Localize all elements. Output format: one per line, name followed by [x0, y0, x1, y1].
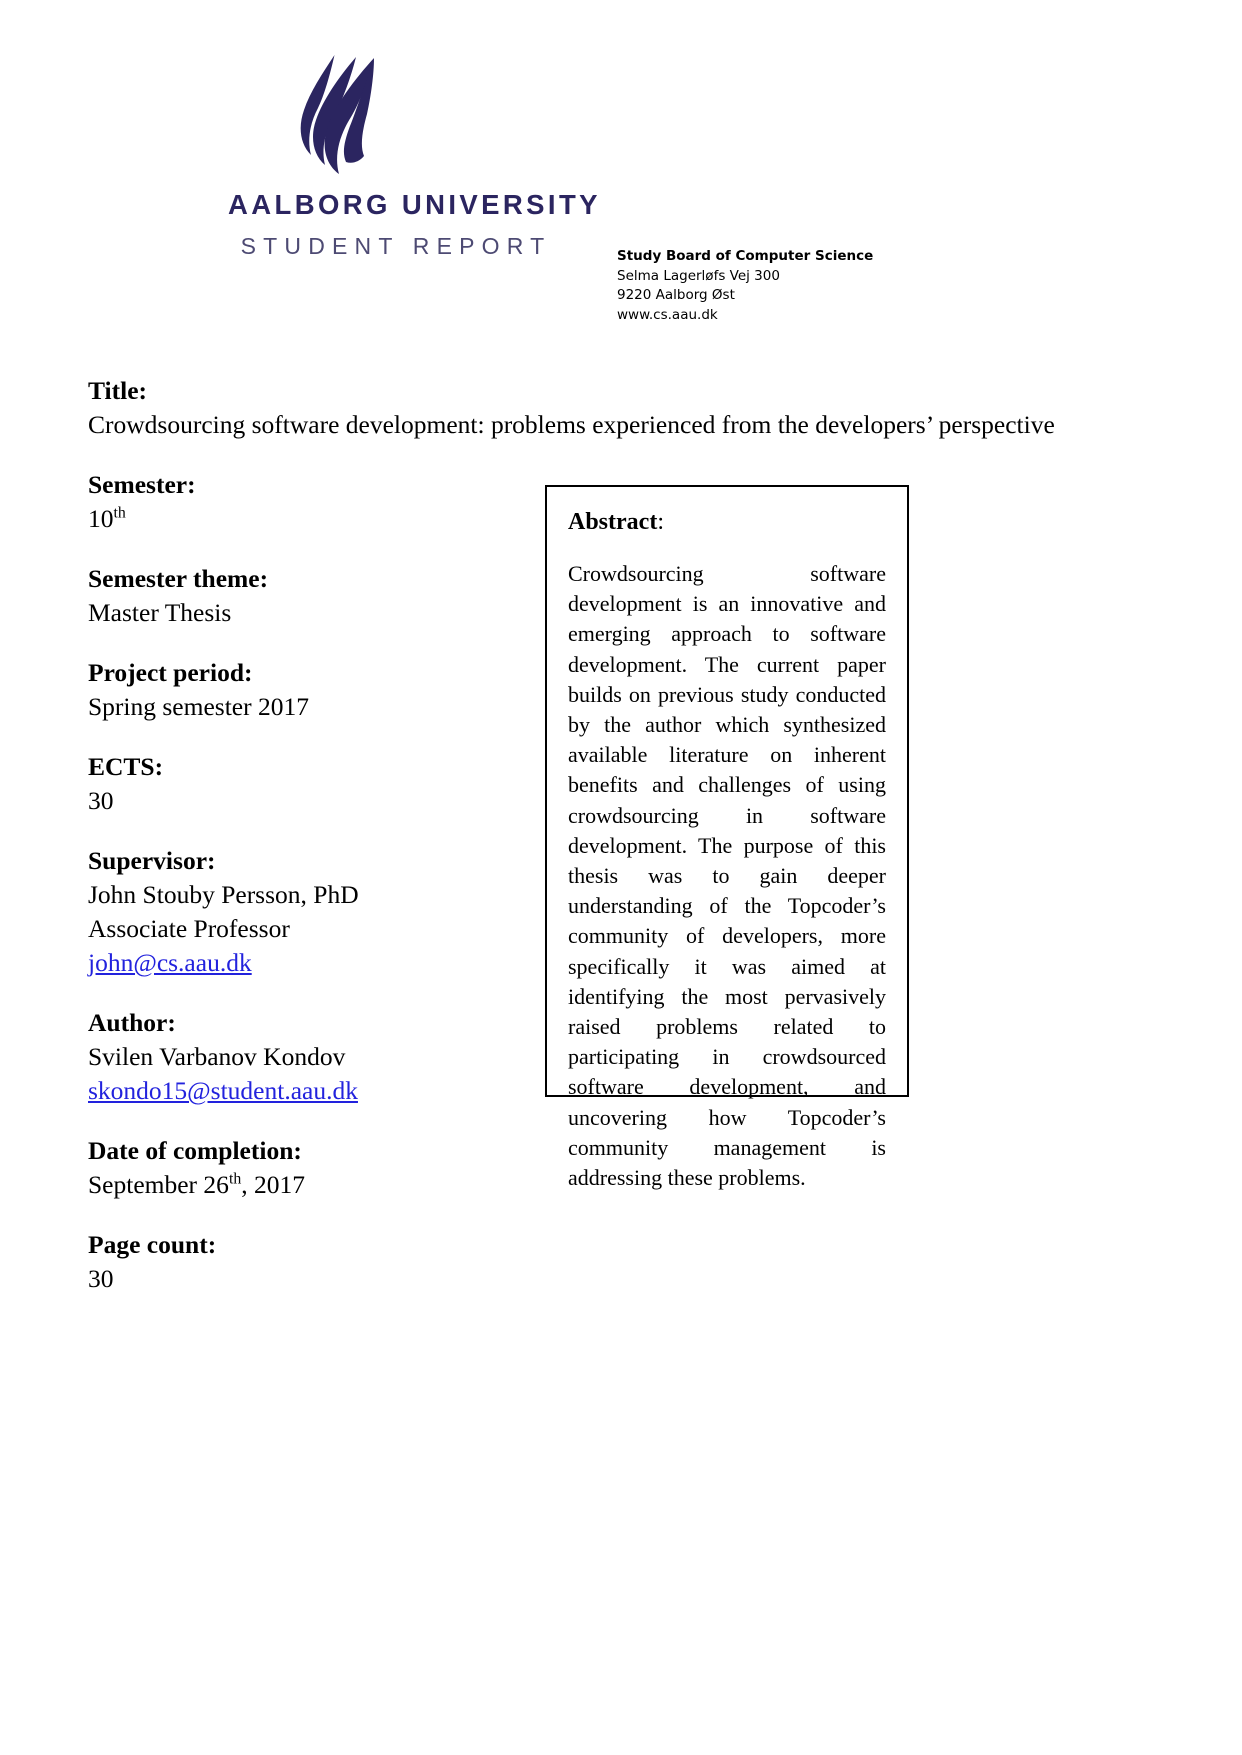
semester-number: 10	[88, 504, 114, 533]
date-ordinal: th	[228, 1170, 242, 1188]
date-label: Date of completion:	[88, 1136, 302, 1165]
field-supervisor	[88, 844, 518, 980]
logo-subwordmark: STUDENT REPORT	[240, 233, 552, 259]
field-project-period	[88, 656, 518, 724]
abstract-body: Crowdsourcing software development is an innovative and emerging approach to software development. The current paper builds on previous study conducted by the author which synthesized available literature on inherent benefits and challenges of using crowdsourcing in software development. The purpose of this thesis was to gain deeper understanding of the Topcoder’s community of developers, more specifically it was aimed at identifying the most pervasively raised problems related to participating in crowdsourced software development, and uncovering how Topcoder’s community management is addressing these problems.	[568, 561, 886, 1191]
ects-label: ECTS:	[88, 752, 164, 781]
university-logo-block	[228, 52, 601, 260]
abstract-box	[545, 485, 909, 1191]
ects-value: 30	[88, 786, 114, 815]
abstract-heading-text: Abstract	[568, 509, 658, 535]
aalborg-university-flame-logo-icon	[278, 52, 398, 177]
abstract-heading-colon: :	[657, 509, 664, 535]
title-label: Title:	[88, 376, 148, 405]
project-period-label: Project period:	[88, 658, 253, 687]
address-street: Selma Lagerløfs Vej 300	[617, 267, 780, 284]
page-count-value: 30	[88, 1264, 114, 1293]
semester-theme-value: Master Thesis	[88, 598, 232, 627]
supervisor-label: Supervisor:	[88, 846, 216, 875]
semester-ordinal: th	[113, 504, 126, 522]
date-prefix: September 26	[88, 1170, 229, 1199]
address-organization: Study Board of Computer Science	[617, 248, 874, 264]
semester-label: Semester:	[88, 470, 196, 499]
title-value: Crowdsourcing software development: problems experienced from the developers’ perspective	[88, 410, 1055, 439]
page-count-label: Page count:	[88, 1230, 217, 1259]
field-semester-theme	[88, 562, 518, 630]
field-author	[88, 1006, 518, 1108]
author-name: Svilen Varbanov Kondov	[88, 1042, 346, 1071]
field-date-of-completion	[88, 1134, 518, 1202]
field-ects	[88, 750, 518, 818]
semester-value	[88, 502, 518, 536]
field-title	[88, 374, 1055, 442]
logo-wordmark: AALBORG UNIVERSITY	[228, 189, 601, 220]
author-label: Author:	[88, 1008, 176, 1037]
supervisor-name: John Stouby Persson, PhD	[88, 880, 359, 909]
address-website: www.cs.aau.dk	[617, 306, 718, 323]
project-period-value: Spring semester 2017	[88, 692, 309, 721]
abstract-heading	[568, 507, 886, 537]
field-page-count	[88, 1228, 518, 1296]
supervisor-email-link[interactable]: john@cs.aau.dk	[88, 948, 252, 977]
author-email-link[interactable]: skondo15@student.aau.dk	[88, 1076, 358, 1105]
address-city: 9220 Aalborg Øst	[617, 287, 735, 303]
study-board-address	[617, 247, 873, 325]
supervisor-role: Associate Professor	[88, 914, 290, 943]
date-suffix: , 2017	[241, 1170, 305, 1199]
field-semester	[88, 468, 518, 536]
date-value	[88, 1168, 518, 1202]
semester-theme-label: Semester theme:	[88, 564, 269, 593]
